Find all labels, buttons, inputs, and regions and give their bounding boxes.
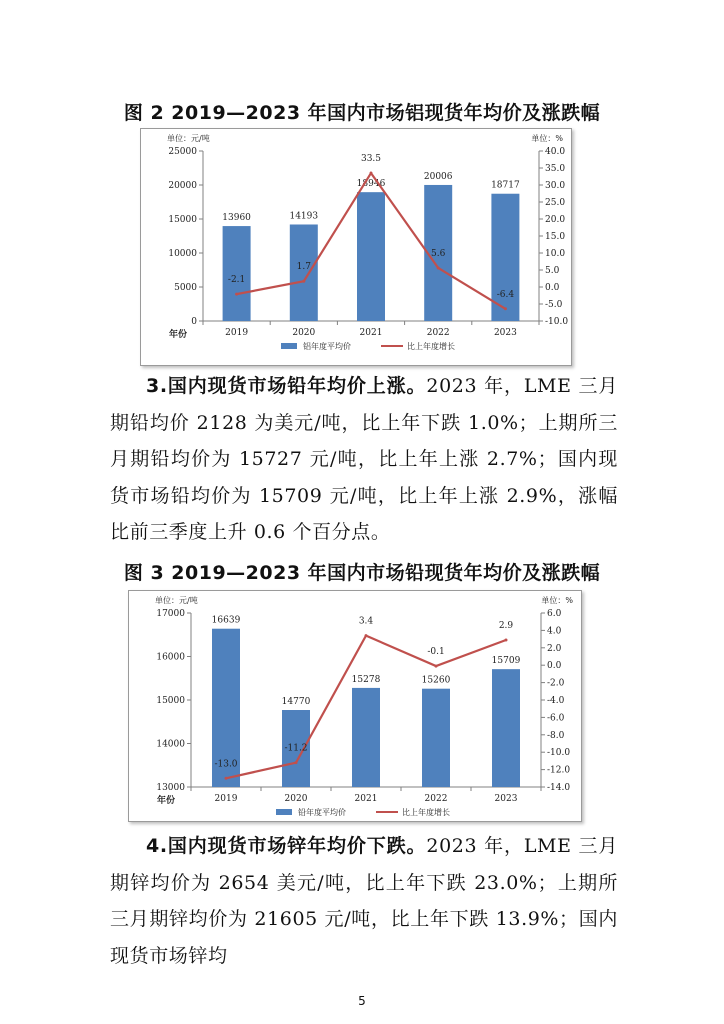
growth-point <box>225 777 228 780</box>
left-tick-label: 0 <box>191 317 197 327</box>
x-axis-label: 年份 <box>157 796 176 806</box>
bar <box>492 669 520 787</box>
x-tick-label: 2022 <box>426 328 450 338</box>
lead-price-chart <box>129 591 581 821</box>
right-tick-label: -2.0 <box>547 678 565 689</box>
x-tick-label: 2020 <box>292 328 316 338</box>
growth-point <box>235 293 238 296</box>
bar-value-label: 15260 <box>421 675 451 686</box>
growth-point <box>365 634 368 637</box>
legend-line-label: 比上年度增长 <box>402 808 450 817</box>
left-tick-label: 15000 <box>168 215 197 225</box>
right-tick-label: 2.0 <box>547 643 562 654</box>
right-unit-label: 单位：% <box>531 134 563 143</box>
bar-value-label: 16639 <box>211 615 241 626</box>
bar-value-label: 14193 <box>289 211 319 222</box>
x-tick-label: 2021 <box>359 328 383 338</box>
section-3-paragraph <box>110 368 618 551</box>
legend-bar-swatch <box>276 809 292 815</box>
growth-point <box>504 307 507 310</box>
figure-2-chart <box>140 128 572 366</box>
growth-point <box>295 761 298 764</box>
section-4-heading: 4.国内现货市场锌年均价下跌。 <box>146 835 427 857</box>
bar <box>422 689 450 787</box>
growth-value-label: 1.7 <box>296 262 311 273</box>
right-tick-label: 10.0 <box>545 249 566 259</box>
right-tick-label: 20.0 <box>545 215 566 225</box>
figure-3-chart <box>128 590 582 822</box>
bar-value-label: 15709 <box>491 656 521 667</box>
right-tick-label: 15.0 <box>545 232 566 242</box>
growth-value-label: 33.5 <box>360 154 382 165</box>
right-tick-label: -4.0 <box>547 696 565 706</box>
growth-value-label: -11.2 <box>284 743 308 754</box>
bar <box>223 226 251 321</box>
x-tick-label: 2020 <box>284 794 308 804</box>
growth-value-label: -2.1 <box>227 275 246 286</box>
growth-value-label: 2.9 <box>498 620 514 631</box>
right-tick-label: -6.0 <box>547 713 565 724</box>
left-tick-label: 13000 <box>156 783 185 793</box>
section-4-paragraph <box>110 828 618 974</box>
page-number: 5 <box>358 994 366 1008</box>
x-tick-label: 2019 <box>225 328 249 338</box>
bar-value-label: 20006 <box>423 171 453 182</box>
growth-value-label: 3.4 <box>358 616 374 627</box>
growth-value-label: -13.0 <box>214 759 238 770</box>
left-tick-label: 10000 <box>168 249 197 259</box>
figure-2-title: 图 2 2019—2023 年国内市场铝现货年均价及涨跌幅 <box>123 102 601 124</box>
right-tick-label: -10.0 <box>547 748 571 759</box>
right-tick-label: -8.0 <box>547 730 565 741</box>
right-tick-label: -5.0 <box>545 300 563 310</box>
aluminum-price-chart <box>141 129 571 365</box>
right-unit-label: 单位：% <box>541 596 573 605</box>
x-axis-label: 年份 <box>169 330 188 340</box>
bar <box>357 192 385 321</box>
figure-3-title: 图 3 2019—2023 年国内市场铅现货年均价及涨跌幅 <box>123 562 601 584</box>
left-tick-label: 15000 <box>156 696 185 706</box>
section-3-body: 2023 年，LME 三月期铅均价 2128 为美元/吨，比上年下跌 1.0%；上期所三月期铅均价为 15727 元/吨，比上年上涨 2.7%；国内现货市场铅均价为 15709 元/吨，比上年上涨 2.9%，涨幅比前三季度上升 0.6 个百分点。 <box>110 375 618 544</box>
legend-bar-label: 铝年度平均价 <box>303 342 351 351</box>
growth-point <box>437 266 440 269</box>
section-4-body: 2023 年，LME 三月期锌均价为 2654 美元/吨，比上年下跌 23.0%；上期所三月期锌均价为 21605 元/吨，比上年下跌 13.9%；国内现货市场锌均 <box>110 835 618 967</box>
bar <box>352 688 380 787</box>
x-tick-label: 2022 <box>424 794 448 804</box>
bar-value-label: 15278 <box>351 674 381 685</box>
left-tick-label: 20000 <box>168 181 197 191</box>
growth-point <box>302 280 305 283</box>
left-unit-label: 单位：元/吨 <box>167 134 210 143</box>
growth-value-label: -6.4 <box>496 289 515 300</box>
legend-bar-label: 铅年度平均价 <box>298 808 346 817</box>
x-tick-label: 2021 <box>354 794 378 804</box>
bar-value-label: 13960 <box>222 213 251 224</box>
growth-value-label: 5.6 <box>431 248 446 259</box>
bar-value-label: 18717 <box>491 180 520 191</box>
right-tick-label: -12.0 <box>547 765 571 776</box>
right-tick-label: 0.0 <box>547 661 562 672</box>
bar-value-label: 18946 <box>356 179 386 190</box>
bar <box>290 224 318 321</box>
x-tick-label: 2023 <box>494 794 518 804</box>
right-tick-label: -14.0 <box>547 783 571 793</box>
x-tick-label: 2023 <box>493 328 517 338</box>
legend-bar-swatch <box>281 343 297 349</box>
growth-point <box>370 172 373 175</box>
left-unit-label: 单位：元/吨 <box>155 596 198 605</box>
right-tick-label: 5.0 <box>545 266 560 276</box>
right-tick-label: 4.0 <box>547 626 562 637</box>
section-3-heading: 3.国内现货市场铅年均价上涨。 <box>146 375 427 397</box>
legend-line-label: 比上年度增长 <box>407 342 455 351</box>
right-tick-label: -10.0 <box>545 317 569 327</box>
left-tick-label: 17000 <box>156 609 185 619</box>
right-tick-label: 35.0 <box>545 164 566 174</box>
right-tick-label: 6.0 <box>547 609 562 619</box>
right-tick-label: 25.0 <box>545 198 566 208</box>
right-tick-label: 30.0 <box>545 181 566 191</box>
x-tick-label: 2019 <box>214 794 238 804</box>
growth-point <box>435 665 438 668</box>
bar-value-label: 14770 <box>281 697 311 708</box>
left-tick-label: 5000 <box>174 283 197 293</box>
left-tick-label: 25000 <box>168 147 197 157</box>
growth-point <box>505 638 508 641</box>
left-tick-label: 16000 <box>156 652 185 663</box>
right-tick-label: 40.0 <box>545 147 566 157</box>
right-tick-label: 0.0 <box>545 283 560 293</box>
left-tick-label: 14000 <box>156 739 185 750</box>
growth-value-label: -0.1 <box>427 647 445 658</box>
